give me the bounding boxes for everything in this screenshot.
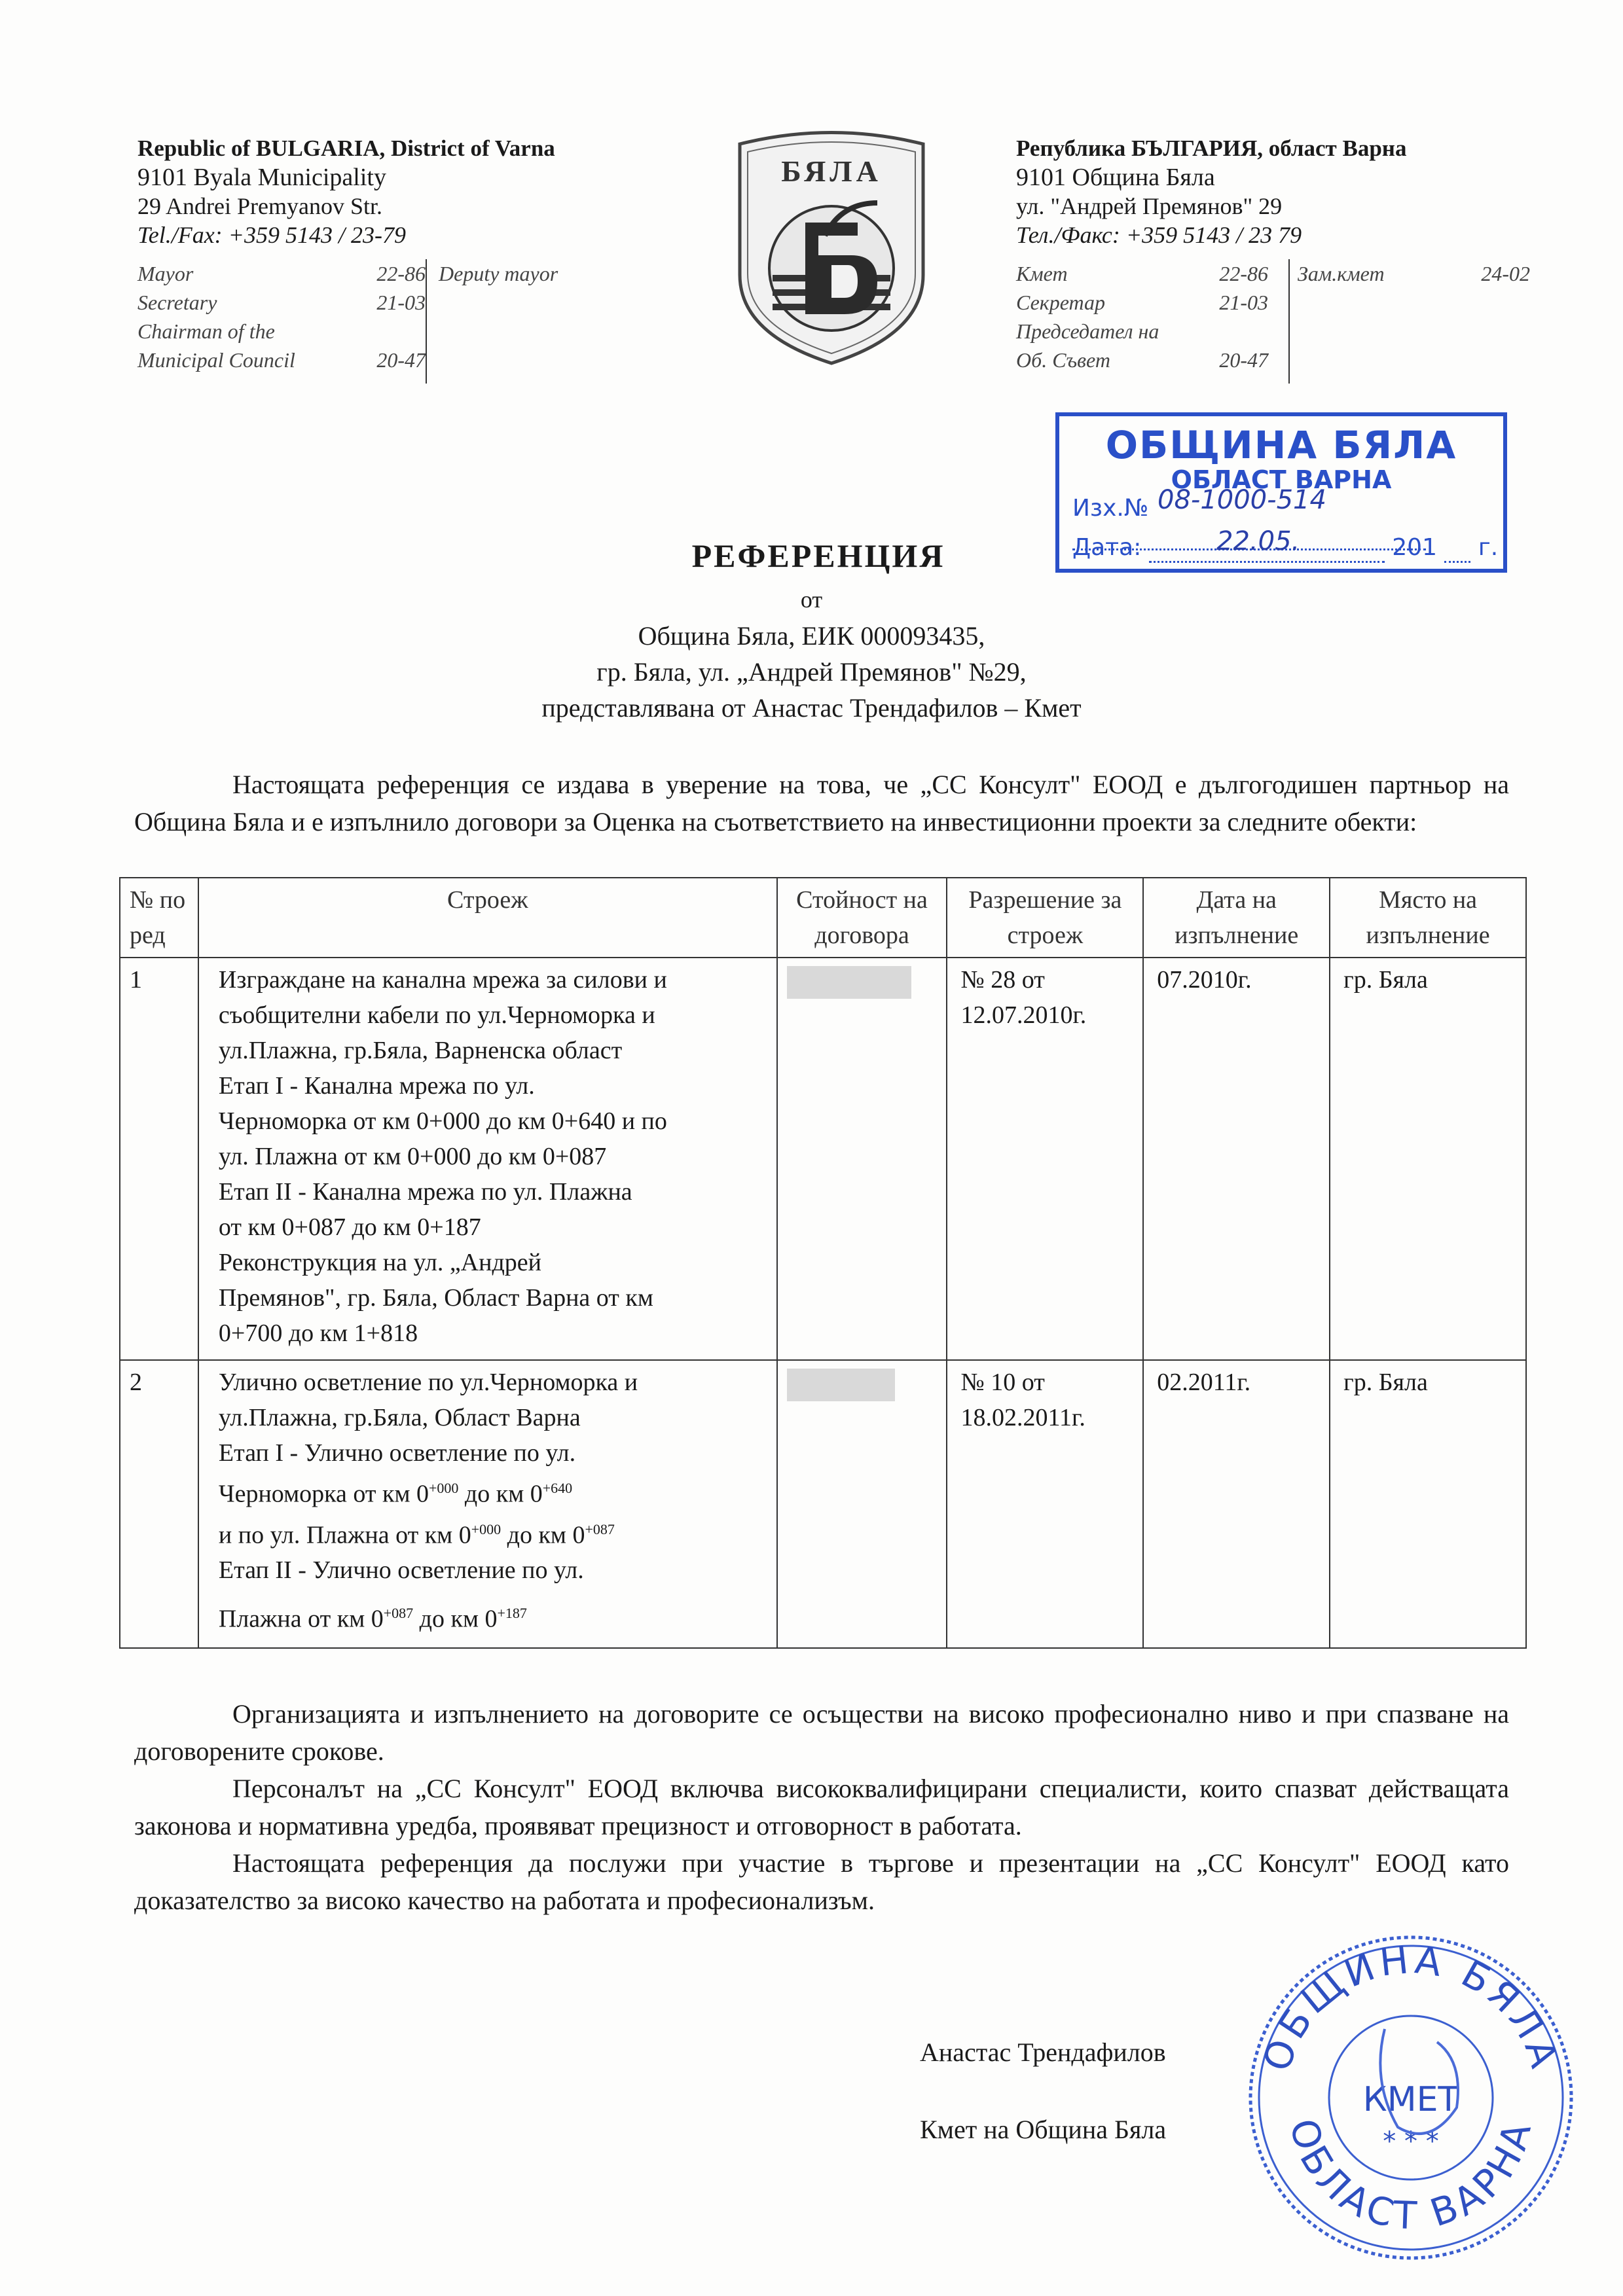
header-bg bbox=[1016, 134, 1592, 249]
row1-object-line: Етап II - Канална мрежа по ул. Плажна bbox=[218, 1178, 632, 1206]
header-en-divider bbox=[426, 259, 427, 384]
row1-object-line: ул.Плажна, гр.Бяла, Варненска област bbox=[218, 1037, 623, 1064]
row2-permit: № 10 от 18.02.2011г. bbox=[947, 1360, 1143, 1648]
intro-paragraph bbox=[134, 766, 1509, 840]
col-header-num: № по ред bbox=[120, 878, 198, 958]
chair-label-en-2: Municipal Council bbox=[137, 348, 295, 372]
row1-object-line: Етап I - Канална мрежа по ул. bbox=[218, 1072, 535, 1100]
row2-l7-mid: до км 0 bbox=[413, 1605, 498, 1633]
row2-l5-mid: до км 0 bbox=[501, 1521, 585, 1549]
row1-object-line: Премянов", гр. Бяла, Област Варна от км bbox=[218, 1284, 653, 1312]
row1-object bbox=[198, 958, 777, 1360]
round-stamp bbox=[1241, 1931, 1581, 2265]
signer-name: Анастас Трендафилов bbox=[920, 2037, 1166, 2067]
row2-place: гр. Бяла bbox=[1330, 1360, 1526, 1648]
row2-object-line bbox=[219, 1471, 767, 1512]
row2-l5-sup2: +087 bbox=[585, 1520, 615, 1537]
header-bg-line2: 9101 Община Бяла bbox=[1016, 164, 1215, 191]
chair-num-en: 20-47 bbox=[376, 348, 426, 372]
title-address: гр. Бяла, ул. „Андрей Премянов" №29, bbox=[596, 657, 1027, 687]
stamp-title: ОБЩИНА БЯЛА bbox=[1105, 423, 1457, 467]
mayor-num-bg: 22-86 bbox=[1219, 262, 1268, 285]
row2-object-line: Етап I - Улично осветление по ул. bbox=[218, 1439, 576, 1467]
row2-num: 2 bbox=[120, 1360, 198, 1648]
secretary-label-bg: Секретар bbox=[1016, 291, 1106, 314]
row2-l4-sup2: +640 bbox=[542, 1480, 573, 1496]
chair-label-en-1: Chairman of the bbox=[137, 319, 275, 343]
header-en-line4: Tel./Fax: +359 5143 / 23-79 bbox=[137, 222, 406, 248]
row2-l4-pre: Черноморка от км 0 bbox=[218, 1480, 429, 1508]
stamp-date-label: Дата: bbox=[1072, 534, 1142, 561]
row1-object-line: съобщителни кабели по ул.Черноморка и bbox=[218, 1001, 655, 1029]
header-bg-line4: Тел./Факс: +359 5143 / 23 79 bbox=[1016, 222, 1302, 248]
row2-l4-sup1: +000 bbox=[429, 1480, 459, 1496]
row1-value bbox=[777, 958, 947, 1360]
redacted-value bbox=[787, 1369, 895, 1401]
header-en-line3: 29 Andrei Premyanov Str. bbox=[137, 193, 382, 219]
header-en-line1: Republic of BULGARIA, District of Varna bbox=[137, 135, 555, 161]
stamp-out-value: 08-1000-514 bbox=[1158, 485, 1326, 515]
deputy-num-bg: 24-02 bbox=[1481, 262, 1530, 285]
signer-position: Кмет на Община Бяла bbox=[920, 2115, 1167, 2144]
redacted-value bbox=[787, 966, 911, 999]
deputy-label-bg: Зам.кмет bbox=[1298, 262, 1385, 285]
row1-place: гр. Бяла bbox=[1330, 958, 1526, 1360]
round-stamp-seal-icon bbox=[1241, 1931, 1581, 2265]
stamp-year-label: 201 bbox=[1392, 534, 1437, 561]
stamp-date-value: 22.05. bbox=[1216, 526, 1300, 556]
row2-value bbox=[777, 1360, 947, 1648]
row1-object-line: ул. Плажна от км 0+000 до км 0+087 bbox=[218, 1143, 607, 1170]
secretary-num-en: 21-03 bbox=[376, 291, 426, 314]
row2-object-line bbox=[219, 1512, 767, 1553]
col-header-value: Стойност на договора bbox=[777, 878, 947, 958]
row2-l5-pre: и по ул. Плажна от км 0 bbox=[218, 1521, 471, 1549]
mayor-label-bg: Кмет bbox=[1016, 262, 1068, 285]
chair-label-bg-2: Об. Съвет bbox=[1016, 348, 1110, 372]
row2-l5-sup1: +000 bbox=[471, 1520, 501, 1537]
row1-date: 07.2010г. bbox=[1143, 958, 1330, 1360]
table-header-row bbox=[120, 878, 1526, 958]
closing-paragraph-2: Персоналът на „СС Консулт" ЕООД включва висококвалифицирани специалисти, които спазват действащата законова и нормативна уредба, проявяват прецизност и отговорност в работата. bbox=[134, 1774, 1509, 1840]
stamp-subtitle: ОБЛАСТ ВАРНА bbox=[1171, 465, 1392, 494]
header-bg-line1: Република БЪЛГАРИЯ, област Варна bbox=[1016, 135, 1407, 161]
header-en-line2: 9101 Byala Municipality bbox=[137, 164, 386, 191]
closing-paragraph-3: Настоящата референция да послужи при участие в търгове и презентации на „СС Консулт" ЕООД като доказателство за високо качество на работата и професионализъм. bbox=[134, 1848, 1509, 1915]
title-represented: представлявана от Анастас Трендафилов – Кмет bbox=[541, 693, 1082, 723]
chair-num-bg: 20-47 bbox=[1219, 348, 1268, 372]
secretary-label-en: Secretary bbox=[137, 291, 217, 314]
round-stamp-center: КМЕТ bbox=[1362, 2080, 1459, 2119]
mayor-num-en: 22-86 bbox=[376, 262, 426, 285]
mayor-label-en: Mayor bbox=[137, 262, 194, 285]
row2-l4-mid: до км 0 bbox=[458, 1480, 543, 1508]
row1-object-line: Черноморка от км 0+000 до км 0+640 и по bbox=[218, 1107, 667, 1135]
municipal-crest bbox=[727, 124, 936, 367]
col-header-date: Дата на изпълнение bbox=[1143, 878, 1330, 958]
row1-num: 1 bbox=[120, 958, 198, 1360]
secretary-num-bg: 21-03 bbox=[1219, 291, 1268, 314]
row1-permit: № 28 от 12.07.2010г. bbox=[947, 958, 1143, 1360]
objects-table bbox=[119, 877, 1527, 1649]
round-stamp-bottom: ОБЛАСТ ВАРНА bbox=[1281, 2113, 1541, 2238]
header-bg-line3: ул. "Андрей Премянов" 29 bbox=[1016, 193, 1283, 219]
row1-object-line: 0+700 до км 1+818 bbox=[218, 1319, 418, 1347]
col-header-permit: Разрешение за строеж bbox=[947, 878, 1143, 958]
row1-object-line: Реконструкция на ул. „Андрей bbox=[218, 1249, 541, 1276]
row2-object-line: Улично осветление по ул.Черноморка и bbox=[218, 1369, 638, 1396]
closing-paragraph-1: Организацията и изпълнението на договорите се осъществи на високо професионално ниво и при спазване на договорените срокове. bbox=[134, 1699, 1509, 1766]
header-bg-divider bbox=[1288, 259, 1290, 384]
document-title: РЕФЕРЕНЦИЯ bbox=[691, 537, 945, 574]
header-en bbox=[137, 134, 714, 249]
round-stamp-stars-icon: * * * bbox=[1383, 2126, 1439, 2157]
row2-object-line bbox=[219, 1596, 767, 1637]
row2-l7-sup1: +087 bbox=[383, 1605, 414, 1622]
table-row bbox=[120, 958, 1526, 1360]
row1-object-line: от км 0+087 до км 0+187 bbox=[218, 1213, 481, 1241]
closing-paragraphs bbox=[134, 1695, 1509, 1919]
deputy-label-en: Deputy mayor bbox=[439, 262, 558, 285]
row1-object-line: Изграждане на канална мрежа за силови и bbox=[218, 966, 667, 994]
row2-l7-pre: Плажна от км 0 bbox=[218, 1605, 384, 1633]
row2-l7-sup2: +187 bbox=[497, 1605, 527, 1622]
crest-text: БЯЛА bbox=[781, 154, 882, 188]
chair-label-bg-1: Председател на bbox=[1016, 319, 1159, 343]
registration-stamp bbox=[1055, 412, 1507, 573]
row2-object-line: ул.Плажна, гр.Бяла, Област Варна bbox=[218, 1404, 581, 1431]
table-row bbox=[120, 1360, 1526, 1648]
stamp-year-suffix: г. bbox=[1478, 534, 1499, 561]
col-header-object: Строеж bbox=[198, 878, 777, 958]
title-issuer: Община Бяла, ЕИК 000093435, bbox=[638, 621, 985, 651]
round-stamp-top: ОБЩИНА БЯЛА bbox=[1254, 1937, 1568, 2077]
row2-object bbox=[198, 1360, 777, 1648]
title-from: от bbox=[800, 586, 823, 613]
row2-date: 02.2011г. bbox=[1143, 1360, 1330, 1648]
col-header-place: Място на изпълнение bbox=[1330, 878, 1526, 958]
intro-text: Настоящата референция се издава в уверение на това, че „СС Консулт" ЕООД е дългогодишен партньор на Община Бяла и е изпълнило договори за Оценка на съответствието на инвестиционни проекти за следните обекти: bbox=[134, 770, 1509, 836]
stamp-out-label: Изх.№ bbox=[1072, 495, 1149, 522]
row2-object-line: Етап II - Улично осветление по ул. bbox=[218, 1556, 584, 1585]
svg-text:ОБЩИНА БЯЛА bbox=[1254, 1937, 1567, 2077]
